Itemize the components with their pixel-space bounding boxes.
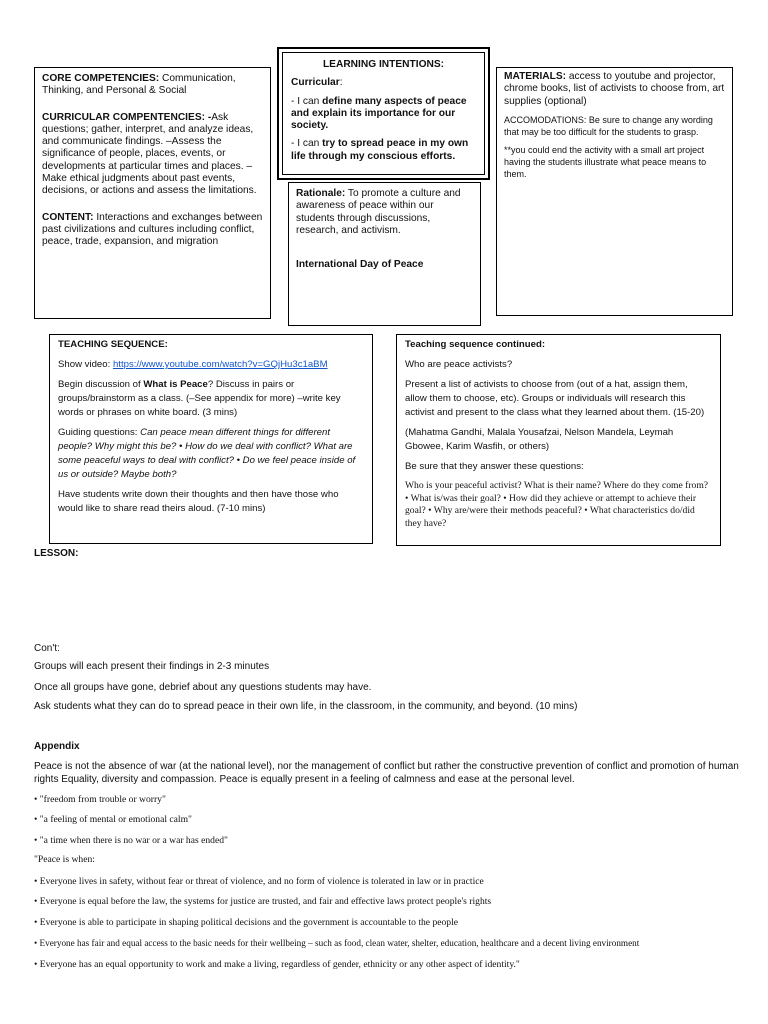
- art-project-note: **you could end the activity with a small art project having the students illustrate what peace means to them.: [504, 144, 707, 179]
- peace-when-item-2: • Everyone is equal before the law, the systems for justice are trusted, and fair and effective laws protect people's rights: [34, 896, 492, 907]
- rationale-box: [288, 182, 481, 326]
- peace-when-item-5: • Everyone has an equal opportunity to work and make a living, regardless of gender, ethnicity or any other aspect of identity.": [34, 959, 520, 970]
- answer-instruction: Be sure that they answer these questions:: [405, 461, 584, 472]
- learning-intentions-box: [277, 47, 490, 180]
- rationale-event: International Day of Peace: [296, 259, 424, 271]
- video-link[interactable]: https://www.youtube.com/watch?v=GQjHu3c1aBM: [112, 359, 328, 370]
- peace-is-when: "Peace is when:: [34, 854, 95, 865]
- core-competencies-box: [34, 67, 271, 319]
- guiding-questions: Guiding questions: Can peace mean different things for different people? Why might this be? • How do we deal with conflict? What are some peaceful ways to deal with conflict? • Do we feel peace inside of us or outside? Maybe both?: [58, 427, 356, 480]
- write-step: Have students write down their thoughts and then have those who would like to share read theirs aloud. (7-10 mins): [58, 489, 339, 514]
- discussion-step: Begin discussion of What is Peace? Discuss in pairs or groups/brainstorm as a class. (–See appendix for more) –write key words or phrases on white board. (3 mins): [58, 379, 341, 418]
- rationale-text: Rationale: To promote a culture and awareness of peace within our students through discussions, research, and activism.: [296, 188, 461, 236]
- cont-label: Con't:: [34, 643, 60, 654]
- appendix-paragraph: Peace is not the absence of war (at the national level), nor the management of conflict but rather the constructive prevention of conflict and promotion of human rights Equality, diversity and compassion. Peace is equally present in a feeling of calmness and ease at the personal level.: [34, 761, 739, 785]
- core-competencies: CORE COMPETENCIES: Communication, Thinking, and Personal & Social: [42, 73, 236, 97]
- learning-item-1: - I can define many aspects of peace and explain its importance for our society.: [291, 95, 467, 132]
- lesson-label: LESSON:: [34, 548, 79, 559]
- appendix-bullet-3: • "a time when there is no war or a war has ended": [34, 835, 228, 846]
- learning-intentions-inner: [282, 52, 485, 175]
- content-section: CONTENT: Interactions and exchanges between past civilizations and cultures including conflict, peace, trade, expansion, and migration: [42, 211, 263, 248]
- lesson-line-2: Once all groups have gone, debrief about any questions students may have.: [34, 682, 372, 693]
- show-video: Show video: https://www.youtube.com/watch?v=GQjHu3c1aBM: [58, 359, 328, 370]
- curricular-competencies: CURRICULAR COMPENTENCIES: -Ask questions; gather, interpret, and analyze ideas, and communicate findings. –Assess the significance of people, places, events, or developments at particular times and places. –Make ethical judgments about past events, decisions, or actions and assess the limitations.: [42, 111, 257, 197]
- teaching-sequence-box: [49, 334, 373, 544]
- materials-box: [496, 67, 733, 316]
- peace-when-item-4: • Everyone has fair and equal access to the basic needs for their wellbeing – such as food, clean water, shelter, education, healthcare and a decent living environment: [34, 938, 640, 948]
- appendix-title: Appendix: [34, 741, 80, 752]
- lesson-line-3: Ask students what they can do to spread peace in their own life, in the classroom, in the community, and beyond. (10 mins): [34, 701, 578, 712]
- teaching-sequence-continued-box: [396, 334, 721, 546]
- teaching-sequence-title: TEACHING SEQUENCE:: [58, 339, 168, 350]
- lesson-line-1: Groups will each present their findings in 2-3 minutes: [34, 661, 270, 672]
- learning-intentions-title: LEARNING INTENTIONS:: [322, 59, 445, 70]
- materials-text: MATERIALS: access to youtube and projector, chrome books, list of activists to choose from, art supplies (optional): [504, 71, 725, 107]
- appendix-bullet-2: • "a feeling of mental or emotional calm": [34, 814, 192, 825]
- learning-item-2: - I can try to spread peace in my own life through my conscious efforts.: [291, 138, 469, 162]
- curricular-heading: Curricular:: [291, 77, 343, 89]
- present-step: Present a list of activists to choose from (out of a hat, assign them, allow them to choose, etc). Groups or individuals will research this activist and present to the class what they learned about them. (15-20): [405, 379, 705, 418]
- accommodations-text: ACCOMODATIONS: Be sure to change any wording that may be too difficult for the students to grasp.: [504, 114, 713, 137]
- teaching-continued-title: Teaching sequence continued:: [405, 339, 546, 350]
- peace-when-item-1: • Everyone lives in safety, without fear or threat of violence, and no form of violence is tolerated in law or in practice: [34, 876, 484, 887]
- peace-when-item-3: • Everyone is able to participate in shaping political decisions and the government is accountable to the people: [34, 917, 459, 928]
- activist-questions: Who is your peaceful activist? What is their name? Where do they come from? • What is/was their goal? • How did they achieve or attempt to achieve their goal? • Why are/were their methods peaceful? • What characteristics do/did they have?: [405, 480, 709, 529]
- appendix-bullet-1: • "freedom from trouble or worry": [34, 794, 166, 805]
- activists-question: Who are peace activists?: [405, 359, 513, 370]
- activist-names: (Mahatma Gandhi, Malala Yousafzai, Nelson Mandela, Leymah Gbowee, Karim Wasfih, or others): [405, 427, 674, 452]
